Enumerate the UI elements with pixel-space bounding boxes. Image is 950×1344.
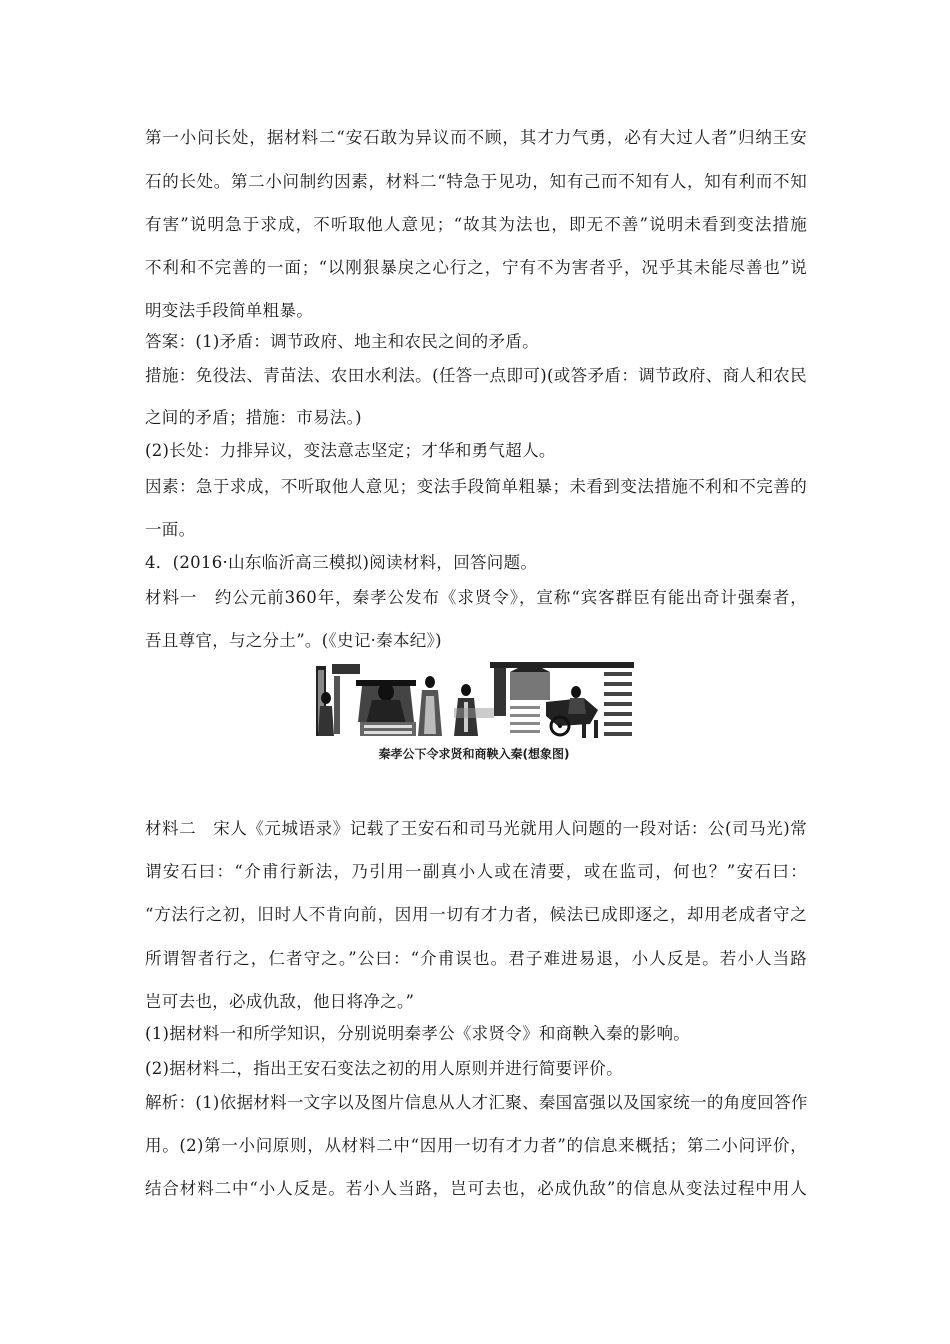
text-line: 结合材料二中“小人反是。若小人当路，岂可去也，必成仇敌”的信息从变法过程中用人 — [145, 1179, 807, 1198]
text-line: 之间的矛盾；措施：市易法。) — [145, 408, 362, 427]
text-line: 明变法手段简单粗暴。 — [145, 301, 313, 320]
text-line: (2)长处：力排异议，变法意志坚定；才华和勇气超人。 — [145, 441, 556, 460]
text-line: “方法行之初，旧时人不肯向前，因用一切有才力者，候法已成即逐之，却用老成者守之 — [145, 905, 807, 924]
text-line: 第一小问长处，据材料二“安石敢为异议而不顾，其才力气勇，必有大过人者”归纳王安 — [145, 128, 807, 147]
text-line: 有害”说明急于求成，不听取他人意见；“故其为法也，即无不善”说明未看到变法措施 — [145, 215, 807, 234]
answer-label: 答案：(1)矛盾：调节政府、地主和农民之间的矛盾。 — [145, 332, 539, 351]
analysis-line: 解析：(1)依据材料一文字以及图片信息从人才汇聚、秦国富强以及国家统一的角度回答作 — [145, 1093, 808, 1112]
text-line: 岂可去也，必成仇敌，他日将净之。” — [145, 992, 415, 1011]
text-line: 用。(2)第一小问原则，从材料二中“因用一切有才力者”的信息来概括；第二小问评价， — [145, 1136, 807, 1155]
text-line: 所谓智者行之，仁者守之。”公曰：“介甫误也。君子难进易退，小人反是。若小人当路 — [145, 949, 807, 968]
text-line: 谓安石曰：“介甫行新法，乃引用一副真小人或在清要，或在监司，何也？”安石曰： — [145, 862, 807, 881]
sub-question-1: (1)据材料一和所学知识，分别说明秦孝公《求贤令》和商鞅入秦的影响。 — [145, 1024, 691, 1043]
material-two: 材料二 宋人《元城语录》记载了王安石和司马光就用人问题的一段对话：公(司马光)常 — [145, 819, 807, 838]
text-line: 措施：免役法、青苗法、农田水利法。(任答一点即可)(或答矛盾：调节政府、商人和农民 — [145, 366, 807, 385]
sub-question-2: (2)据材料二，指出王安石变法之初的用人原则并进行简要评价。 — [145, 1059, 623, 1078]
text-line: 因素：急于求成，不听取他人意见；变法手段简单粗暴；未看到变法措施不利和不完善的 — [145, 477, 807, 496]
woodcut-illustration — [314, 662, 634, 740]
figure-caption: 秦孝公下令求贤和商鞅入秦(想象图) — [378, 747, 570, 761]
material-one: 材料一 约公元前360年，秦孝公发布《求贤令》，宣称“宾客群臣有能出奇计强秦者， — [145, 588, 807, 607]
text-line: 石的长处。第二小问制约因素，材料二“特急于见功，知有己而不知有人，知有利而不知 — [145, 172, 807, 191]
text-line: 一面。 — [145, 520, 196, 539]
text-line: 不利和不完善的一面；“以刚狠暴戾之心行之，宁有不为害者乎，况乎其未能尽善也”说 — [145, 258, 807, 277]
text-line: 吾且尊官，与之分土”。(《史记·秦本纪》) — [145, 631, 442, 650]
question-heading: 4．(2016·山东临沂高三模拟)阅读材料，回答问题。 — [145, 553, 538, 572]
